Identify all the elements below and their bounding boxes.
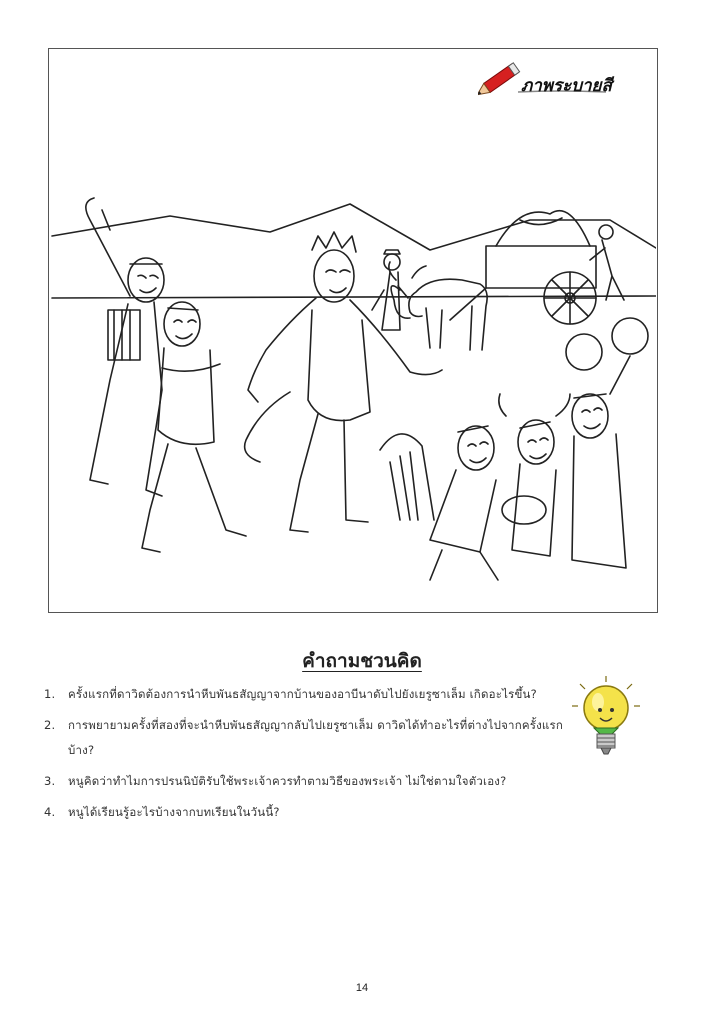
question-item [44, 682, 584, 707]
questions-list [44, 682, 584, 831]
question-text: การพยายามครั้งที่สองที่จะนำหีบพันธสัญญากลับไปเยรูซาเล็ม ดาวิดได้ทำอะไรที่ต่างไปจากครั้งแรกบ้าง? [68, 718, 564, 757]
question-text: หนูได้เรียนรู้อะไรบ้างจากบทเรียนในวันนี้? [68, 805, 280, 819]
questions-title: คำถามชวนคิด [302, 650, 422, 672]
question-item [44, 800, 584, 825]
dancing-procession-illustration [50, 180, 656, 590]
page-number: 14 [355, 982, 369, 994]
lightbulb-icon [566, 672, 650, 758]
coloring-page-label: ภาพระบายสี [521, 76, 612, 96]
question-number: 1. [44, 687, 56, 701]
question-text: หนูคิดว่าทำไมการปรนนิบัติรับใช้พระเจ้าควรทำตามวิธีของพระเจ้า ไม่ใช่ตามใจตัวเอง? [68, 774, 507, 788]
question-number: 2. [44, 718, 56, 732]
question-text: ครั้งแรกที่ดาวิดต้องการนำหีบพันธสัญญาจากบ้านของอาบีนาดับไปยังเยรูซาเล็ม เกิดอะไรขึ้น? [68, 687, 537, 701]
question-item [44, 769, 584, 794]
question-number: 4. [44, 805, 56, 819]
question-item [44, 713, 584, 763]
question-number: 3. [44, 774, 56, 788]
